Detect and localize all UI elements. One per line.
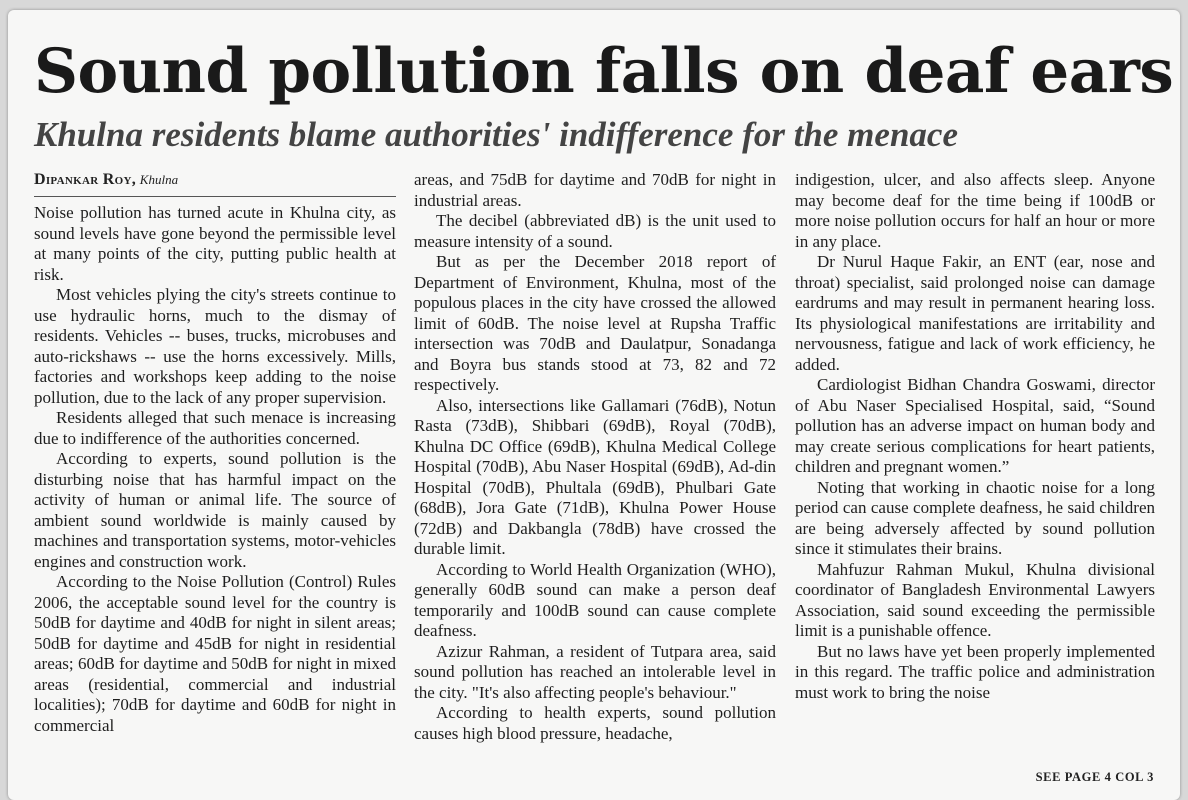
paragraph: Noise pollution has turned acute in Khulna city, as sound levels have gone beyond the permissible level at many points of the city, putting public health at risk. bbox=[34, 203, 396, 284]
continuation-jump-line: SEE PAGE 4 COL 3 bbox=[1035, 770, 1154, 784]
paragraph: According to experts, sound pollution is the disturbing noise that has harmful impact on the activity of human or animal life. The source of ambient sound worldwide is mainly caused by machines and transportation systems, motor-vehicles engines and construction work. bbox=[34, 449, 396, 571]
newspaper-clipping bbox=[8, 10, 1180, 800]
paragraph: Also, intersections like Gallamari (76dB), Notun Rasta (73dB), Shibbari (69dB), Royal (70dB), Khulna DC Office (69dB), Khulna Medical College Hospital (70dB), Abu Naser Hospital (69dB), Ad-din Hospital (70dB), Phultala (69dB), Phulbari Gate (68dB), Jora Gate (71dB), Khulna Power House (72dB) and Dakbangla (78dB) have crossed the durable limit. bbox=[414, 395, 776, 558]
byline-author: Dipankar Roy, bbox=[34, 171, 137, 188]
paragraph: But no laws have yet been properly implemented in this regard. The traffic police and administration must work to bring the noise bbox=[795, 641, 1155, 702]
byline-place: Khulna bbox=[139, 172, 179, 187]
article-column-1 bbox=[34, 203, 396, 736]
headline: Sound pollution falls on deaf ears bbox=[34, 36, 1174, 107]
paragraph: Dr Nurul Haque Fakir, an ENT (ear, nose and throat) specialist, said prolonged noise can damage eardrums and may result in permanent hearing loss. Its physiological manifestations are irritability and nervousness, fatigue and lack of work efficiency, he added. bbox=[795, 252, 1155, 374]
paragraph: Residents alleged that such menace is increasing due to indifference of the authorities concerned. bbox=[34, 408, 396, 448]
paragraph: According to the Noise Pollution (Control) Rules 2006, the acceptable sound level for the country is 50dB for daytime and 40dB for night in silent areas; 50dB for daytime and 45dB for night in residential areas; 60dB for daytime and 50dB for night in mixed areas (residential, commercial and industrial localities); 70dB for daytime and 60dB for night in commercial bbox=[34, 572, 396, 735]
paragraph: Azizur Rahman, a resident of Tutpara area, said sound pollution has reached an intolerable level in the city. "It's also affecting people's behaviour." bbox=[414, 641, 776, 702]
subheadline: Khulna residents blame authorities' indifference for the menace bbox=[34, 115, 958, 154]
byline bbox=[34, 170, 396, 197]
paragraph: Cardiologist Bidhan Chandra Goswami, director of Abu Naser Specialised Hospital, said, “Sound pollution has an adverse impact on human body and may create serious complications for heart patients, children and pregnant women.” bbox=[795, 375, 1155, 476]
paragraph: But as per the December 2018 report of Department of Environment, Khulna, most of the populous places in the city have crossed the allowed limit of 60dB. The noise level at Rupsha Traffic intersection was 70dB and Daulatpur, Sonadanga and Boyra bus stands stood at 73, 82 and 72 respectively. bbox=[414, 252, 776, 394]
paragraph: The decibel (abbreviated dB) is the unit used to measure intensity of a sound. bbox=[414, 211, 776, 251]
paragraph: indigestion, ulcer, and also affects sleep. Anyone may become deaf for the time being if 100dB or more noise pollution occurs for half an hour or more in any place. bbox=[795, 170, 1155, 251]
paragraph: Most vehicles plying the city's streets continue to use hydraulic horns, much to the dismay of residents. Vehicles -- buses, trucks, microbuses and auto-rickshaws -- use the horns excessively. Mills, factories and workshops keep adding to the noise pollution, due to the lack of any proper supervision. bbox=[34, 285, 396, 407]
paragraph: Noting that working in chaotic noise for a long period can cause complete deafness, he said children are being adversely affected by sound pollution since it stimulates their brains. bbox=[795, 477, 1155, 558]
paragraph: According to World Health Organization (WHO), generally 60dB sound can make a person deaf temporarily and 100dB sound can cause complete deafness. bbox=[414, 559, 776, 640]
paragraph: According to health experts, sound pollution causes high blood pressure, headache, bbox=[414, 703, 776, 743]
paragraph: areas, and 75dB for daytime and 70dB for night in industrial areas. bbox=[414, 170, 776, 210]
article-column-2 bbox=[414, 170, 776, 744]
paragraph: Mahfuzur Rahman Mukul, Khulna divisional coordinator of Bangladesh Environmental Lawyers Association, said sound exceeding the permissible limit is a punishable offence. bbox=[795, 559, 1155, 640]
article-column-3 bbox=[795, 170, 1155, 703]
